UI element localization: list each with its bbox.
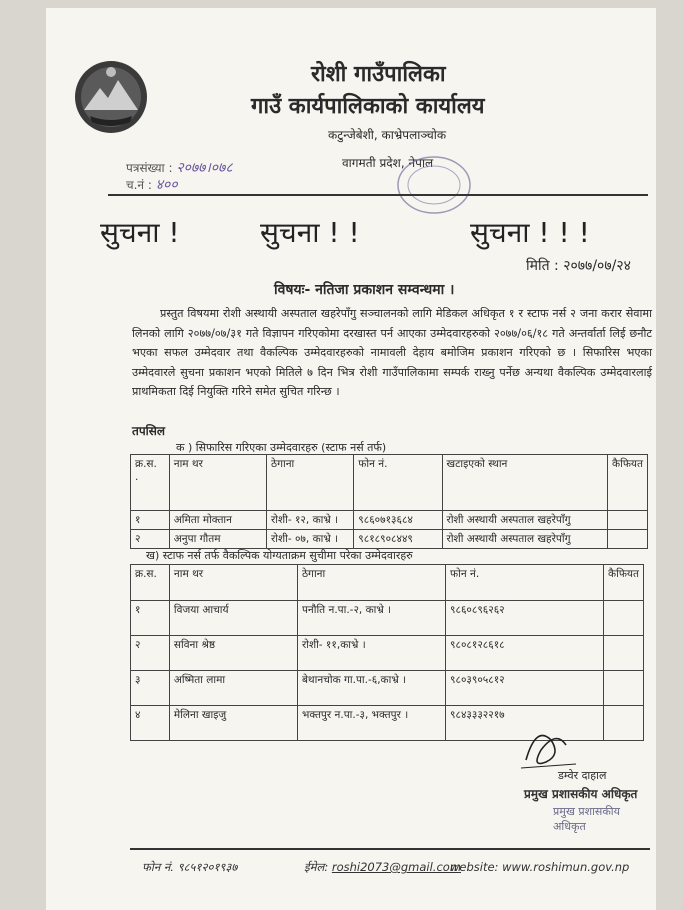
nepal-emblem-icon bbox=[72, 58, 150, 136]
cell-remarks bbox=[604, 601, 644, 636]
body-paragraph: प्रस्तुत विषयमा रोशी अस्थायी अस्पताल खहरेपाँगु सञ्चालनको लागि मेडिकल अधिकृत १ र स्टाफ नर्स २ जना करार सेवामा लिनको लागि २०७७/०७/३१ गते विज्ञापन गरिएकोमा दरखास्त पर्न आएका उम्मेदवारहरुको २०७७/०६/१८ गते अन्तर्वार्ता लिई छनौट भएका सफल उम्मेदवार तथा वैकल्पिक उम्मेदवारहरुको नामावली देहाय बमोजिम प्रकाशन गरिएको छ । सिफारिस भएका उम्मेदवारले सुचना प्रकाशन भएको मितिले ७ दिन भित्र रोशी गाउँपालिकामा सम्पर्क राख्नु पर्नेछ अन्यथा वैकल्पिक उम्मेदवारलाई प्राथमिकता दिई नियुक्ति गरिने समेत सुचित गरिन्छ । bbox=[132, 307, 652, 398]
cell-remarks bbox=[604, 636, 644, 671]
signatory-name: डम्वेर दाहाल bbox=[558, 769, 607, 782]
schedule-label: तपसिल bbox=[132, 424, 166, 438]
office-title-line2: गाउँ कार्यपालिकाको कार्यालय bbox=[251, 94, 485, 119]
cell-serial: २ bbox=[131, 636, 170, 671]
footer-phone: फोन नं. ९८५१२०१९३७ bbox=[142, 860, 238, 874]
cell-posting: रोशी अस्थायी अस्पताल खहरेपाँगु bbox=[442, 530, 607, 549]
cell-phone: ९८६०८९६२६२ bbox=[446, 601, 604, 636]
cell-remarks bbox=[604, 671, 644, 706]
footer-divider bbox=[130, 848, 650, 850]
cell-address: रोशी- १२, काभ्रे । bbox=[266, 511, 353, 530]
col-remarks: कैफियत bbox=[604, 565, 644, 601]
signatory-role-stamp: प्रमुख प्रशासकीय अधिकृत bbox=[553, 805, 621, 833]
subject-line: विषयः- नतिजा प्रकाशन सम्वन्धमा । bbox=[274, 282, 455, 298]
table-row bbox=[131, 636, 644, 671]
office-title-line1: रोशी गाउँपालिका bbox=[311, 62, 446, 87]
cell-posting: रोशी अस्थायी अस्पताल खहरेपाँगु bbox=[442, 511, 607, 530]
cell-serial: १ bbox=[131, 511, 170, 530]
cell-remarks bbox=[608, 511, 648, 530]
col-name: नाम थर bbox=[169, 565, 297, 601]
cell-address: बेथानचोक गा.पा.-६,काभ्रे । bbox=[297, 671, 445, 706]
cell-name: मेलिना खाइजु bbox=[169, 706, 297, 741]
letter-page bbox=[46, 8, 656, 910]
alternate-candidates-table bbox=[130, 564, 644, 741]
header-divider bbox=[108, 194, 648, 196]
dispatch-number: च.नं : ४०० bbox=[126, 177, 178, 193]
office-stamp bbox=[394, 150, 474, 220]
cell-address: भक्तपुर न.पा.-३, भक्तपुर । bbox=[297, 706, 445, 741]
footer-email: ईमेल: roshi2073@gmail.com bbox=[304, 860, 462, 874]
cell-remarks bbox=[608, 530, 648, 549]
col-address: ठेगाना bbox=[297, 565, 445, 601]
cell-address: पनौति न.पा.-२, काभ्रे । bbox=[297, 601, 445, 636]
cell-name: सविना श्रेष्ठ bbox=[169, 636, 297, 671]
col-remarks: कैफियत bbox=[608, 455, 648, 511]
col-phone: फोन नं. bbox=[446, 565, 604, 601]
address-line1: कटुन्जेबेशी, काभ्रेपलाञ्चोक bbox=[328, 128, 447, 142]
table-row bbox=[131, 671, 644, 706]
cell-serial: २ bbox=[131, 530, 170, 549]
cell-phone: ९८०३९०५८१२ bbox=[446, 671, 604, 706]
col-address: ठेगाना bbox=[266, 455, 353, 511]
address-line2: वागमती प्रदेश, नेपाल bbox=[342, 156, 434, 170]
col-posting: खटाइएको स्थान bbox=[442, 455, 607, 511]
cell-serial: १ bbox=[131, 601, 170, 636]
col-phone: फोन नं. bbox=[354, 455, 442, 511]
table-header-row bbox=[131, 565, 644, 601]
signatory-role: प्रमुख प्रशासकीय अधिकृत bbox=[524, 787, 638, 801]
cell-address: रोशी- ११,काभ्रे । bbox=[297, 636, 445, 671]
table2-caption: ख) स्टाफ नर्स तर्फ वैकल्पिक योग्यताक्रम सुचीमा परेका उम्मेदवारहरु bbox=[146, 549, 413, 562]
table1-caption: क ) सिफारिस गरिएका उम्मेदवारहरु (स्टाफ नर्स तर्फ) bbox=[176, 441, 387, 454]
table-row bbox=[131, 601, 644, 636]
email-link[interactable]: roshi2073@gmail.com bbox=[331, 860, 462, 874]
table-header-row bbox=[131, 455, 648, 511]
notice-date: मिति : २०७७/०७/२४ bbox=[526, 258, 631, 274]
cell-phone: ९८६०७१३६८४ bbox=[354, 511, 442, 530]
cell-name: विजया आचार्य bbox=[169, 601, 297, 636]
cell-name: अनुपा गौतम bbox=[169, 530, 266, 549]
table-row bbox=[131, 511, 648, 530]
cell-address: रोशी- ०७, काभ्रे । bbox=[266, 530, 353, 549]
cell-phone: ९८०८१२८६१८ bbox=[446, 636, 604, 671]
notice-heading-3: सुचना ! ! ! bbox=[470, 216, 590, 249]
recommended-candidates-table bbox=[130, 454, 648, 549]
cell-name: अष्मिता लामा bbox=[169, 671, 297, 706]
col-serial: क्र.स. bbox=[131, 565, 170, 601]
cell-serial: ४ bbox=[131, 706, 170, 741]
footer-website[interactable]: website: www.roshimun.gov.np bbox=[450, 860, 630, 874]
cell-phone: ९८४३३३२२१७ bbox=[446, 706, 604, 741]
cell-serial: ३ bbox=[131, 671, 170, 706]
reference-number: पत्रसंख्या : २०७७।०७८ bbox=[126, 160, 233, 176]
cell-phone: ९८१८९०८४४९ bbox=[354, 530, 442, 549]
notice-heading-1: सुचना ! bbox=[100, 216, 180, 249]
table-row bbox=[131, 530, 648, 549]
notice-heading-2: सुचना ! ! bbox=[260, 216, 360, 249]
col-serial: क्र.स. . bbox=[131, 455, 170, 511]
col-name: नाम थर bbox=[169, 455, 266, 511]
cell-name: अमिता मोक्तान bbox=[169, 511, 266, 530]
cell-remarks bbox=[604, 706, 644, 741]
